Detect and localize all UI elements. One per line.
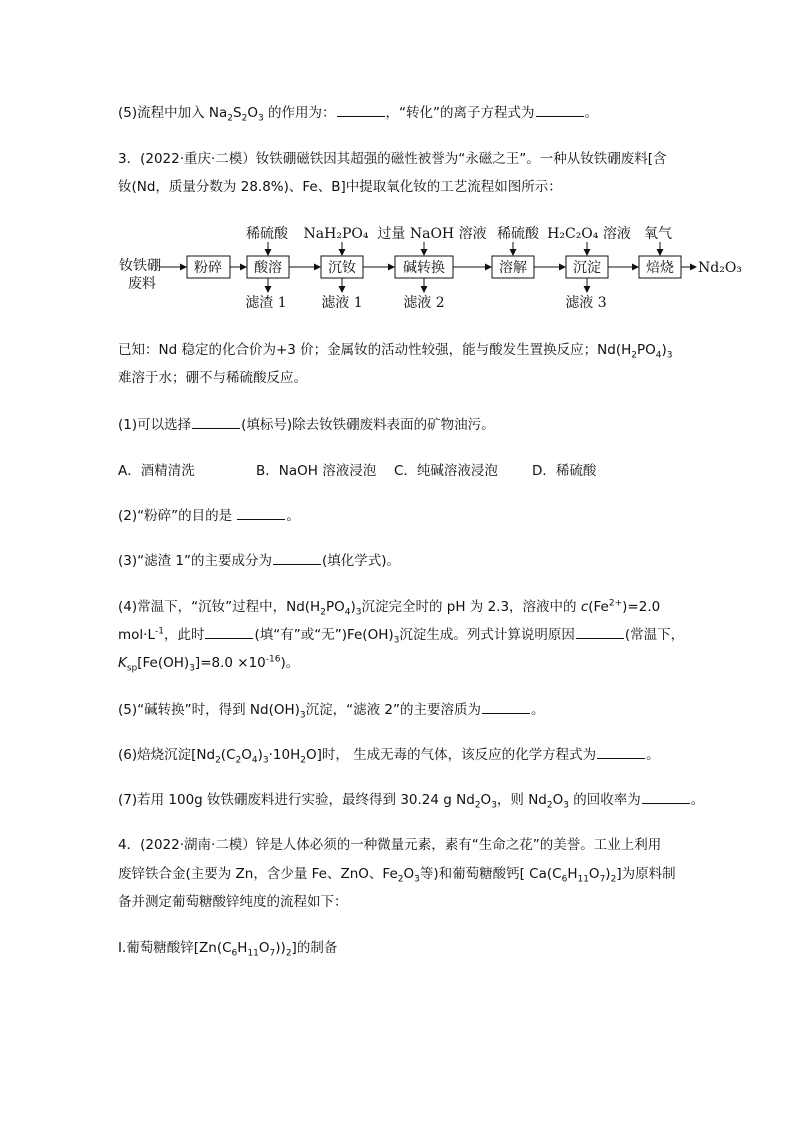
flow-product: Nd₂O₃ xyxy=(698,260,742,276)
reagent-dilute-h2so4-2: 稀硫酸 xyxy=(497,226,539,242)
svg-text:焙烧: 焙烧 xyxy=(646,260,674,276)
answer-blank xyxy=(205,626,253,639)
answer-blank xyxy=(337,104,385,117)
answer-blank xyxy=(273,552,321,565)
q-prev-5: (5)流程中加入 $Na_2S_2O_3$ 的作用为： ，“转化”的离子方程式为 。 xyxy=(118,105,599,124)
answer-blank xyxy=(237,507,285,520)
answer-blank xyxy=(482,701,530,714)
svg-text:碱转换: 碱转换 xyxy=(403,260,445,276)
q3-known-line2: 难溶于水；硼不与稀硫酸反应。 xyxy=(118,370,307,386)
q3-part7: (7)若用 100g 钕铁硼废料进行实验，最终得到 30.24 g $Nd_2O_3$，则 $Nd_2O_3$ 的回收率为 。 xyxy=(118,792,705,811)
q3-part1-options xyxy=(118,462,596,480)
answer-blank xyxy=(576,626,624,639)
q3-part2: (2)“粉碎”的目的是 。 xyxy=(118,508,300,524)
q4-line2: 废锌铁合金(主要为 Zn，含少量 Fe、ZnO、$Fe_2O_3$等)和葡萄糖酸钙[ $Ca(C_6H_{11}O_7)_2$]为原料制 xyxy=(118,866,676,885)
svg-text:酸溶: 酸溶 xyxy=(254,260,282,276)
q3-part1: (1)可以选择 (填标号)除去钕铁硼废料表面的矿物油污。 xyxy=(118,417,495,433)
option-d: D．稀硫酸 xyxy=(532,463,597,479)
process-flow-diagram xyxy=(0,222,794,322)
q3-part4-line1: (4)常温下，“沉钕”过程中，$Nd(H_2PO_4)_3$沉淀完全时的 pH 为 2.3，溶液中的 $c(Fe^{2+})=2.0$ xyxy=(118,598,661,618)
svg-text:溶解: 溶解 xyxy=(499,260,527,276)
reagent-oxalic-acid: H₂C₂O₄ 溶液 xyxy=(547,226,631,242)
q3-intro-line1: 3．(2022·重庆·二模）钕铁硼磁铁因其超强的磁性被誉为“永磁之王”。一种从钕铁硼废料[含 xyxy=(118,151,667,167)
flow-box-roast xyxy=(639,256,681,278)
reagent-oxygen: 氧气 xyxy=(644,226,672,242)
reagent-excess-naoh: 过量 NaOH 溶液 xyxy=(377,226,487,242)
svg-text:沉淀: 沉淀 xyxy=(573,260,601,276)
option-a: A．酒精清洗 xyxy=(118,463,195,479)
option-c: C．纯碱溶液浸泡 xyxy=(394,463,498,479)
reagent-dilute-h2so4: 稀硫酸 xyxy=(246,226,288,242)
answer-blank xyxy=(597,746,645,759)
output-residue-1: 滤渣 1 xyxy=(245,295,287,311)
option-b: B．NaOH 溶液浸泡 xyxy=(256,463,377,479)
flow-box-crush xyxy=(187,256,230,278)
answer-blank xyxy=(642,791,690,804)
q3-part3: (3)“滤渣 1”的主要成分为 (填化学式)。 xyxy=(118,553,401,569)
flow-box-alkali-convert xyxy=(395,256,453,278)
q4-line1: 4．(2022·湖南·二模）锌是人体必须的一种微量元素，素有“生命之花”的美誉。工业上利用 xyxy=(118,837,662,853)
flow-box-precipitate xyxy=(566,256,608,278)
flow-box-dissolve xyxy=(492,256,534,278)
flow-box-acid-dissolve xyxy=(247,256,289,278)
q4-section-heading: I.葡萄糖酸锌$[Zn(C_6H_{11}O_7))_2$]的制备 xyxy=(118,940,338,959)
q3-intro-line2: 钕(Nd，质量分数为 28.8%)、Fe、B]中提取氧化钕的工艺流程如图所示： xyxy=(118,179,562,195)
svg-text:沉钕: 沉钕 xyxy=(328,260,356,276)
reagent-nah2po4: NaH₂PO₄ xyxy=(303,226,369,242)
q3-part4-line2: $mol\cdot L^{-1}$，此时 (填“有”或“无$”)Fe(OH)_3$沉淀生成。列式计算说明原因 (常温下， xyxy=(118,626,685,646)
q3-part5: (5)“碱转换”时，得到 $Nd(OH)_3$沉淀，“滤液 2”的主要溶质为 。 xyxy=(118,702,545,721)
flow-box-precipitate-nd xyxy=(321,256,363,278)
q3-part4-line3: $K_{sp}[Fe(OH)_3]=8.0 \times 10^{-16}$)。 xyxy=(118,654,300,674)
answer-blank xyxy=(536,104,584,117)
answer-blank xyxy=(192,416,240,429)
q4-line3: 备并测定葡萄糖酸锌纯度的流程如下： xyxy=(118,894,348,910)
output-filtrate-2: 滤液 2 xyxy=(403,295,445,311)
svg-text:粉碎: 粉碎 xyxy=(194,260,222,276)
flow-start-label-1: 钕铁硼 xyxy=(119,258,161,274)
q3-part6: (6)焙烧沉淀$[Nd_2(C_2O_4)_3\cdot 10H_2O]$时， 生成无毒的气体，该反应的化学方程式为 。 xyxy=(118,747,660,766)
q3-known-line1: 已知：Nd 稳定的化合价为+3 价；金属钕的活动性较强，能与酸发生置换反应；$Nd(H_2PO_4)_3$ xyxy=(118,342,673,361)
output-filtrate-3: 滤液 3 xyxy=(565,295,607,311)
flow-start-label-2: 废料 xyxy=(128,276,156,292)
output-filtrate-1: 滤液 1 xyxy=(321,295,363,311)
